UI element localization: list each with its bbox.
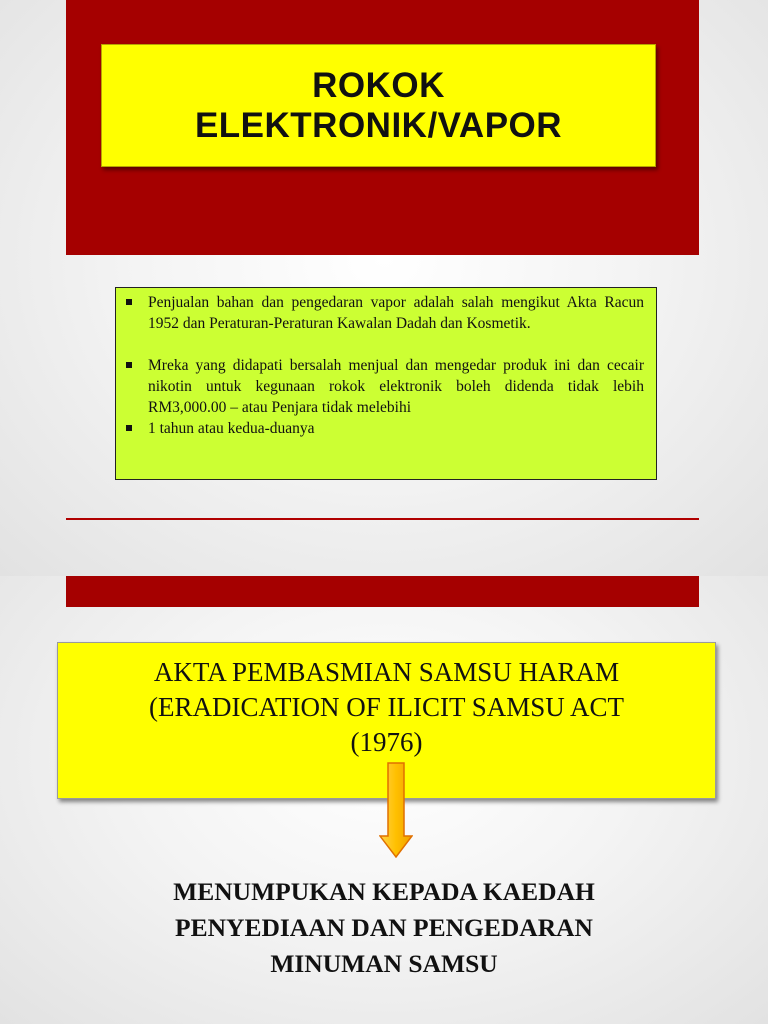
focus-text-line-3: MINUMAN SAMSU [270,949,498,978]
red-divider-line [66,518,699,520]
slide-title-box [101,44,656,167]
info-box [115,287,657,480]
square-bullet-icon [126,299,132,305]
red-banner [66,576,699,607]
slide-title-line-1: ROKOK [312,65,445,105]
bullet-item [126,292,644,334]
act-title-line-2: (ERADICATION OF ILICIT SAMSU ACT [148,692,625,722]
slide-title-line-2: ELEKTRONIK/VAPOR [194,105,563,145]
slide-akta-samsu [0,576,768,1024]
bullet-text: Penjualan bahan dan pengedaran vapor adalah salah mengikut Akta Racun 1952 dan Peraturan-Peraturan Kawalan Dadah dan Kosmetik. [148,294,644,332]
bullet-item [126,355,644,418]
act-title-line-1: AKTA PEMBASMIAN SAMSU HARAM [153,657,620,687]
act-title-line-3: (1976) [350,727,423,757]
square-bullet-icon [126,425,132,431]
square-bullet-icon [126,362,132,368]
bullet-text: Mreka yang didapati bersalah menjual dan mengedar produk ini dan cecair nikotin untuk kegunaan rokok elektronik boleh didenda tidak lebih RM3,000.00 – atau Penjara tidak melebihi [148,357,644,416]
down-arrow-icon [379,762,413,858]
focus-text [0,874,768,982]
bullet-item [126,418,644,439]
focus-text-line-1: MENUMPUKAN KEPADA KAEDAH [173,877,595,906]
focus-text-line-2: PENYEDIAAN DAN PENGEDARAN [175,913,593,942]
bullet-text: 1 tahun atau kedua-duanya [148,420,315,437]
